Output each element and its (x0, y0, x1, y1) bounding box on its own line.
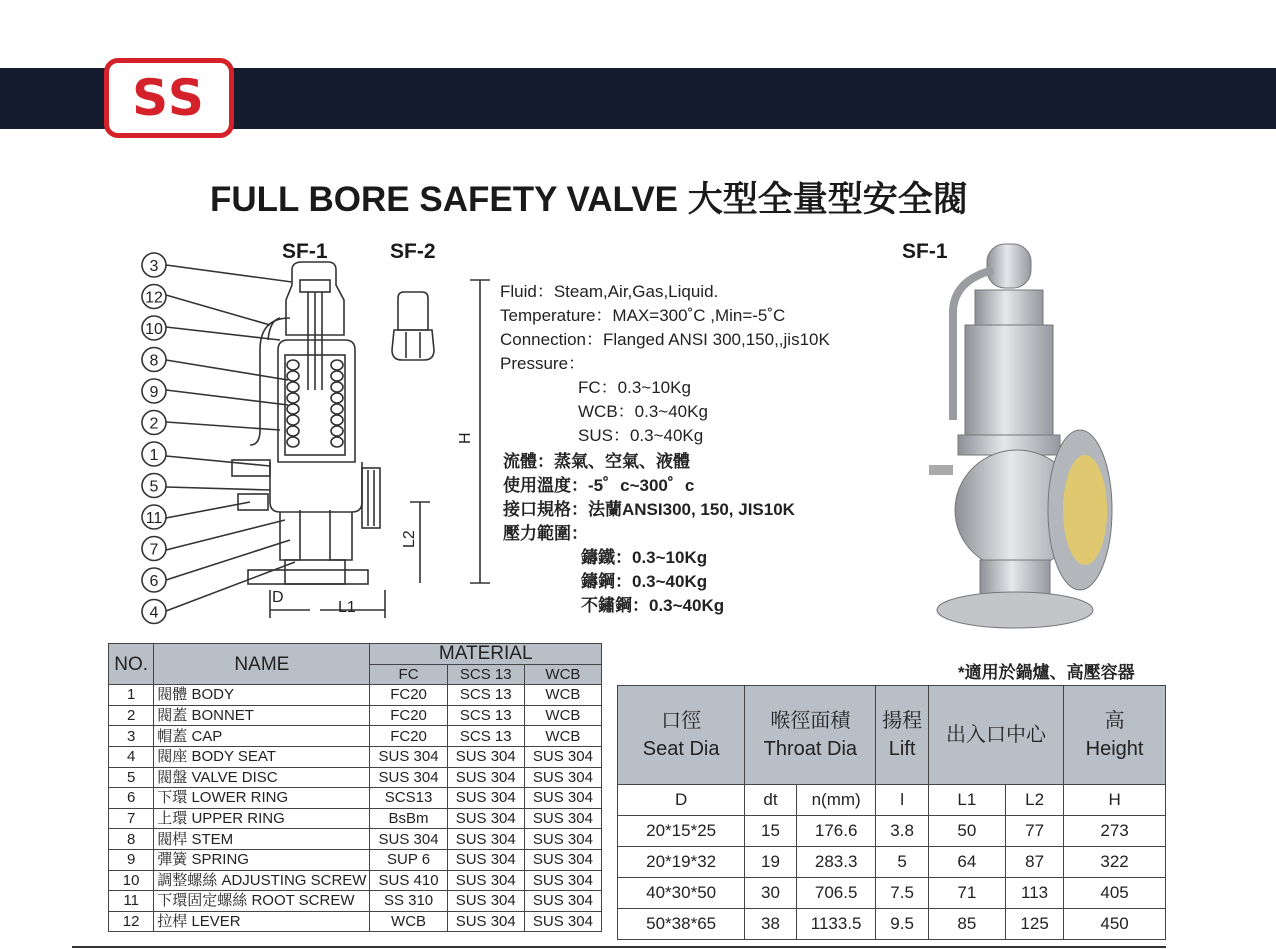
specs-english (500, 280, 830, 448)
cell-scs: SUS 304 (447, 849, 524, 870)
page-title: FULL BORE SAFETY VALVE 大型全量型安全閥 (210, 180, 968, 219)
cell-fc: SCS13 (370, 788, 447, 809)
seat-dia-en: Seat Dia (642, 738, 720, 760)
cell-no: 3 (109, 726, 154, 747)
seat-dia-cn: 口徑 (661, 710, 702, 732)
unit-d: D (618, 785, 745, 816)
spec-connection: Connection：Flanged ANSI 300,150,,jis10K (500, 330, 830, 349)
model-label-drawing-sf2: SF-2 (390, 240, 436, 263)
dim-label-d: D (272, 589, 284, 606)
cell-scs: SUS 304 (447, 829, 524, 850)
cell-l2: 77 (1006, 816, 1064, 847)
cell-dt: 15 (745, 816, 797, 847)
cell-d: 20*19*32 (618, 847, 745, 878)
spec-cn-pressure-sus: 不鏽鋼：0.3~40Kg (581, 596, 725, 615)
cell-no: 12 (109, 911, 154, 932)
sf2-cap-drawing (388, 290, 438, 362)
spec-pressure: Pressure： (500, 354, 586, 373)
cell-wcb: SUS 304 (524, 911, 601, 932)
cell-name: 閥體 BODY (154, 685, 370, 706)
cell-fc: WCB (370, 911, 447, 932)
callout-number: 7 (149, 541, 159, 559)
spec-cn-pressure: 壓力範圍： (503, 524, 588, 543)
cell-wcb: WCB (524, 726, 601, 747)
lift-en: Lift (888, 738, 916, 760)
table-row (109, 911, 602, 932)
cell-scs: SCS 13 (447, 705, 524, 726)
col-header-center (928, 686, 1063, 785)
logo-text: SS (132, 69, 206, 127)
footer-rule (72, 946, 1166, 948)
throat-dia-cn: 喉徑面積 (770, 710, 851, 732)
cell-dt: 30 (745, 878, 797, 909)
cell-l2: 87 (1006, 847, 1064, 878)
cell-fc: FC20 (370, 705, 447, 726)
col-header-height (1064, 686, 1166, 785)
center-cn: 出入口中心 (945, 724, 1046, 746)
callout-number: 6 (149, 573, 159, 590)
callout-number: 2 (149, 415, 159, 433)
cell-n: 1133.5 (796, 909, 876, 940)
cell-scs: SUS 304 (447, 891, 524, 912)
cell-h: 450 (1064, 909, 1166, 940)
cell-dt: 19 (745, 847, 797, 878)
cell-scs: SUS 304 (447, 911, 524, 932)
cell-name: 下環 LOWER RING (154, 788, 370, 809)
table-row (109, 829, 602, 850)
cell-no: 6 (109, 788, 154, 809)
cell-fc: SS 310 (370, 891, 447, 912)
cell-no: 1 (109, 685, 154, 706)
cell-name: 閥桿 STEM (154, 829, 370, 850)
cell-dt: 38 (745, 909, 797, 940)
valve-product-photo (925, 240, 1115, 635)
brand-logo (104, 58, 234, 138)
table-row (109, 705, 602, 726)
lift-cn: 揚程 (882, 710, 923, 732)
callout-number: 4 (149, 604, 159, 622)
application-note: *適用於鍋爐、高壓容器 (958, 663, 1135, 682)
callout-number: 3 (149, 258, 159, 275)
cell-scs: SCS 13 (447, 726, 524, 747)
unit-n: n(mm) (796, 785, 876, 816)
cell-no: 7 (109, 808, 154, 829)
cell-fc: SUS 304 (370, 829, 447, 850)
spec-cn-connection: 接口規格：法蘭ANSI300, 150, JIS10K (503, 500, 795, 519)
table-row (109, 788, 602, 809)
cell-wcb: SUS 304 (524, 829, 601, 850)
cell-scs: SUS 304 (447, 870, 524, 891)
col-header-name: NAME (154, 644, 370, 685)
cell-h: 322 (1064, 847, 1166, 878)
cell-no: 2 (109, 705, 154, 726)
height-en: Height (1085, 738, 1144, 760)
table-row (109, 891, 602, 912)
cell-l2: 113 (1006, 878, 1064, 909)
cell-no: 11 (109, 891, 154, 912)
materials-table (108, 643, 602, 932)
table-row (618, 847, 1166, 878)
cell-scs: SUS 304 (447, 746, 524, 767)
cell-wcb: SUS 304 (524, 870, 601, 891)
cell-name: 調整螺絲 ADJUSTING SCREW (154, 870, 370, 891)
spec-pressure-fc: FC：0.3~10Kg (578, 378, 691, 397)
unit-l2: L2 (1006, 785, 1064, 816)
callout-number: 12 (145, 289, 163, 307)
cell-scs: SUS 304 (447, 767, 524, 788)
cell-name: 彈簧 SPRING (154, 849, 370, 870)
model-label-drawing-sf1: SF-1 (282, 240, 328, 263)
table-row (109, 685, 602, 706)
spec-temperature: Temperature：MAX=300˚C ,Min=-5˚C (500, 306, 786, 325)
col-header-wcb: WCB (524, 664, 601, 685)
cell-l: 3.8 (876, 816, 928, 847)
cell-no: 9 (109, 849, 154, 870)
cell-wcb: SUS 304 (524, 808, 601, 829)
table-row (618, 878, 1166, 909)
spec-cn-temperature: 使用溫度：-5゜c~300゜c (503, 476, 695, 495)
cell-l2: 125 (1006, 909, 1064, 940)
col-header-throat-dia (745, 686, 876, 785)
specs-chinese (503, 450, 795, 618)
cell-wcb: WCB (524, 705, 601, 726)
col-header-lift (876, 686, 928, 785)
dimensions-table (617, 685, 1166, 940)
cell-name: 上環 UPPER RING (154, 808, 370, 829)
cell-name: 閥盤 VALVE DISC (154, 767, 370, 788)
callout-number: 8 (149, 352, 159, 370)
cell-l1: 71 (928, 878, 1005, 909)
cell-no: 8 (109, 829, 154, 850)
cell-l: 9.5 (876, 909, 928, 940)
throat-dia-en: Throat Dia (763, 738, 858, 760)
cell-n: 706.5 (796, 878, 876, 909)
cell-l: 7.5 (876, 878, 928, 909)
cell-scs: SUS 304 (447, 808, 524, 829)
cell-no: 10 (109, 870, 154, 891)
cell-h: 405 (1064, 878, 1166, 909)
col-header-seat-dia (618, 686, 745, 785)
cell-name: 拉桿 LEVER (154, 911, 370, 932)
cell-l: 5 (876, 847, 928, 878)
unit-l1: L1 (928, 785, 1005, 816)
dim-label-l1: L1 (338, 599, 356, 616)
spec-pressure-wcb: WCB：0.3~40Kg (578, 402, 708, 421)
cell-scs: SUS 304 (447, 788, 524, 809)
unit-h: H (1064, 785, 1166, 816)
cell-name: 下環固定螺絲 ROOT SCREW (154, 891, 370, 912)
callout-number: 9 (149, 384, 159, 401)
col-header-fc: FC (370, 664, 447, 685)
table-row (109, 870, 602, 891)
dim-label-h: H (457, 432, 474, 444)
callout-number: 10 (145, 321, 163, 338)
spec-pressure-sus: SUS：0.3~40Kg (578, 426, 704, 445)
cell-no: 5 (109, 767, 154, 788)
table-row (109, 746, 602, 767)
height-cn: 高 (1104, 710, 1125, 732)
callout-number: 1 (149, 447, 159, 464)
col-header-no: NO. (109, 644, 154, 685)
callout-number: 5 (149, 478, 159, 496)
unit-dt: dt (745, 785, 797, 816)
cell-fc: SUP 6 (370, 849, 447, 870)
cell-fc: SUS 304 (370, 746, 447, 767)
cell-name: 閥座 BODY SEAT (154, 746, 370, 767)
cell-h: 273 (1064, 816, 1166, 847)
col-header-material: MATERIAL (370, 644, 602, 665)
cell-wcb: SUS 304 (524, 849, 601, 870)
cell-d: 50*38*65 (618, 909, 745, 940)
table-row (109, 808, 602, 829)
cell-no: 4 (109, 746, 154, 767)
unit-l: l (876, 785, 928, 816)
valve-cross-section-drawing (130, 240, 500, 625)
cell-wcb: SUS 304 (524, 891, 601, 912)
table-row (109, 767, 602, 788)
cell-n: 176.6 (796, 816, 876, 847)
spec-fluid: Fluid：Steam,Air,Gas,Liquid. (500, 282, 719, 301)
cell-wcb: SUS 304 (524, 746, 601, 767)
cell-wcb: SUS 304 (524, 788, 601, 809)
cell-name: 閥蓋 BONNET (154, 705, 370, 726)
cell-d: 20*15*25 (618, 816, 745, 847)
cell-wcb: WCB (524, 685, 601, 706)
cell-fc: BsBm (370, 808, 447, 829)
cell-n: 283.3 (796, 847, 876, 878)
cell-scs: SCS 13 (447, 685, 524, 706)
spec-cn-pressure-fc: 鑄鐵：0.3~10Kg (581, 548, 708, 567)
table-row (618, 816, 1166, 847)
cell-wcb: SUS 304 (524, 767, 601, 788)
spec-cn-fluid: 流體：蒸氣、空氣、液體 (503, 452, 690, 471)
callout-number: 11 (145, 510, 163, 527)
cell-l1: 50 (928, 816, 1005, 847)
dim-label-l2: L2 (401, 530, 418, 548)
cell-fc: SUS 410 (370, 870, 447, 891)
col-header-scs: SCS 13 (447, 664, 524, 685)
cell-d: 40*30*50 (618, 878, 745, 909)
cell-l1: 85 (928, 909, 1005, 940)
table-row (109, 726, 602, 747)
table-row (109, 849, 602, 870)
cell-name: 帽蓋 CAP (154, 726, 370, 747)
table-row (618, 909, 1166, 940)
cell-l1: 64 (928, 847, 1005, 878)
cell-fc: FC20 (370, 726, 447, 747)
cell-fc: SUS 304 (370, 767, 447, 788)
model-label-photo: SF-1 (902, 240, 948, 263)
spec-cn-pressure-wcb: 鑄鋼：0.3~40Kg (581, 572, 708, 591)
cell-fc: FC20 (370, 685, 447, 706)
